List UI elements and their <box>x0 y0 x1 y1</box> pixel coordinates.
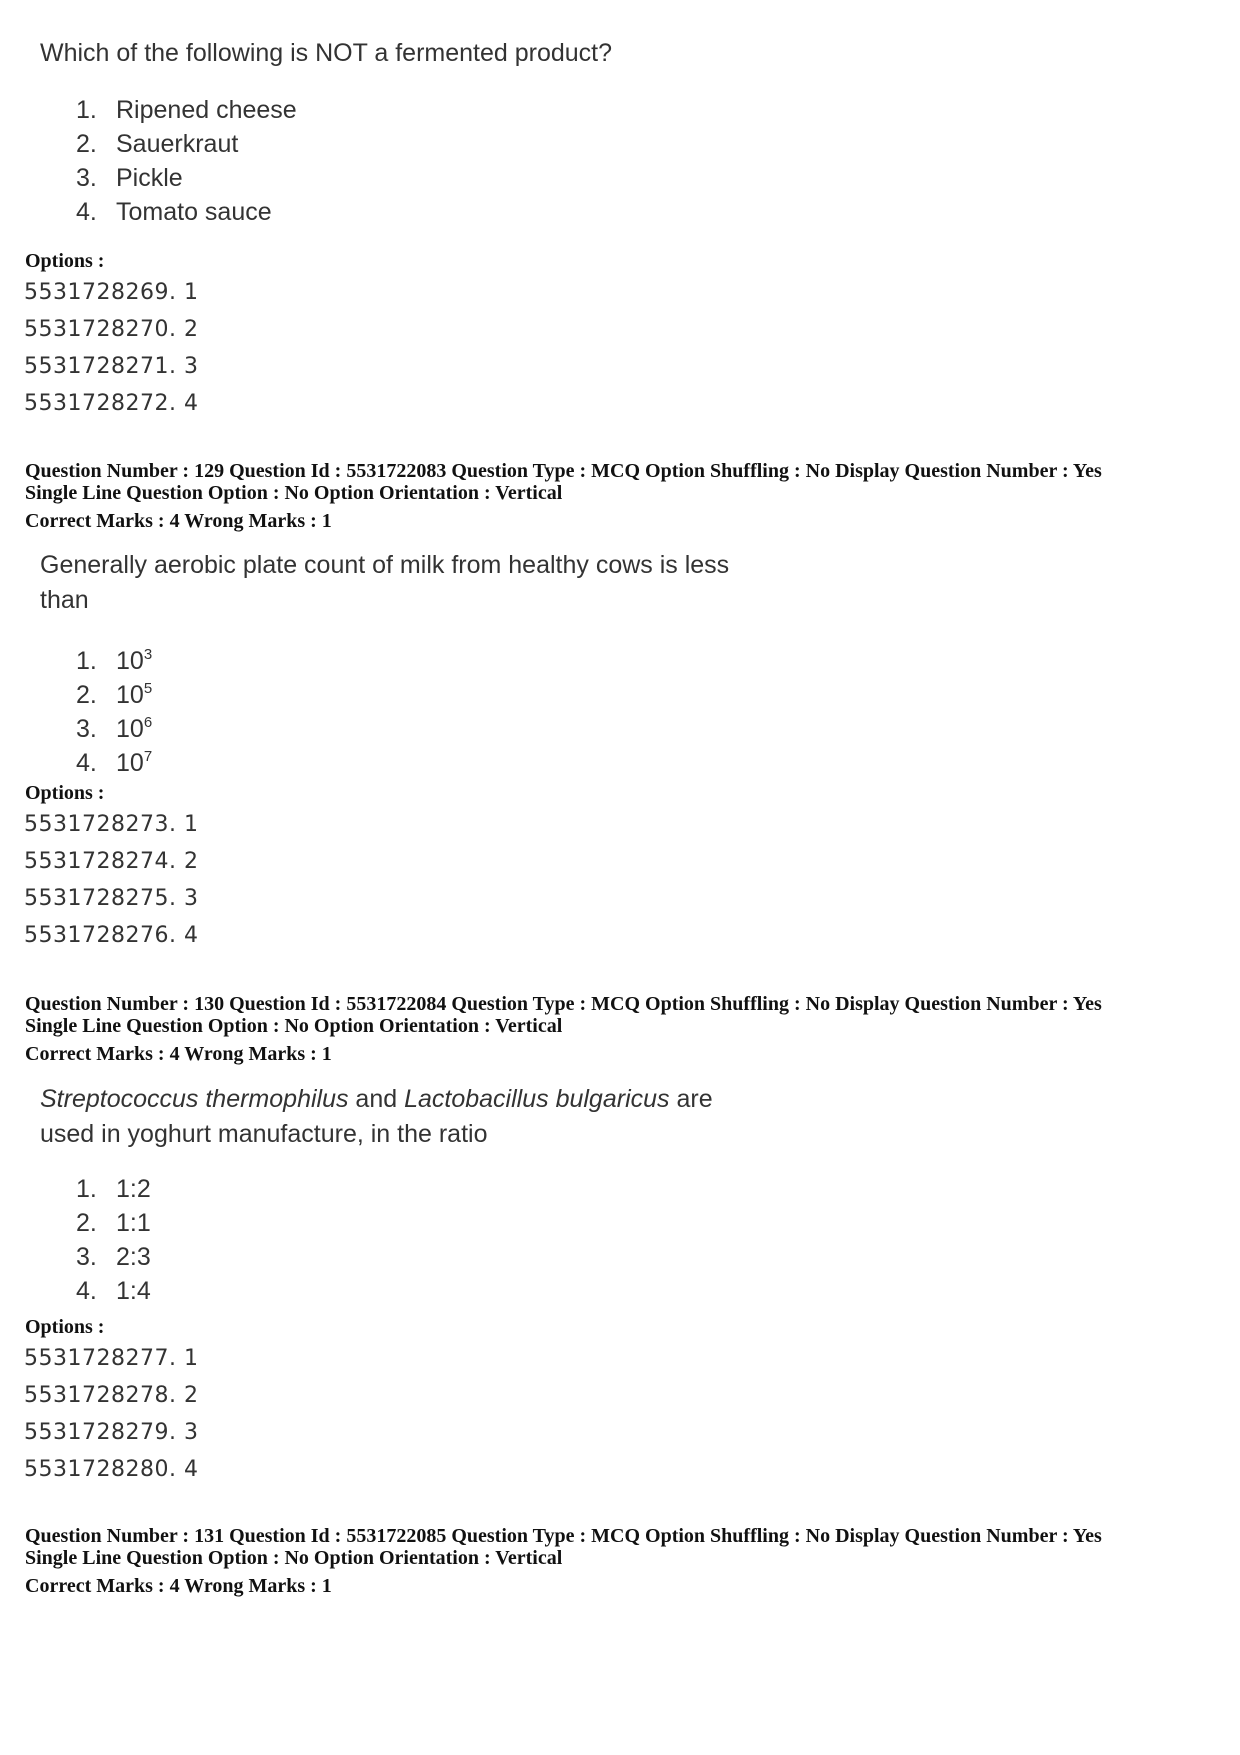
choice-item: 2. 1:1 <box>76 1209 151 1237</box>
options-label: Options : <box>25 250 105 272</box>
question-128-choices <box>76 93 297 229</box>
option-item: 5531728275. 3 <box>24 886 199 911</box>
question-130-text: Streptococcus thermophilus and Lactobacillus bulgaricus are used in yoghurt manufacture, in the ratio <box>40 1085 713 1148</box>
option-item: 5531728277. 1 <box>24 1346 199 1371</box>
option-item: 5531728270. 2 <box>24 317 199 342</box>
question-130-meta: Question Number : 130 Question Id : 5531722084 Question Type : MCQ Option Shuffling : No Display Question Number : Yes Single Line Question Option : No Option Orientation : Vertical Correct Marks : 4 Wrong Marks : 1 <box>25 993 1102 1065</box>
option-item: 5531728271. 3 <box>24 354 199 379</box>
choice-item: 3. $10^6$ <box>76 714 153 743</box>
option-item: 5531728279. 3 <box>24 1420 199 1445</box>
choice-item: 1. 1:2 <box>76 1175 151 1203</box>
choice-item: 1. $10^3$ <box>76 646 153 675</box>
choice-item: 1. Ripened cheese <box>76 96 297 124</box>
option-item: 5531728272. 4 <box>24 391 199 416</box>
option-item: 5531728274. 2 <box>24 849 199 874</box>
options-label: Options : <box>25 782 105 804</box>
question-129-text: Generally aerobic plate count of milk from healthy cows is less than <box>40 551 730 614</box>
choice-item: 4. Tomato sauce <box>76 198 272 226</box>
option-item: 5531728273. 1 <box>24 812 199 837</box>
choice-item: 4. $10^7$ <box>76 748 153 777</box>
choice-item: 2. $10^5$ <box>76 680 153 709</box>
options-list <box>24 806 198 954</box>
options-label: Options : <box>25 1316 105 1338</box>
option-item: 5531728280. 4 <box>24 1457 199 1482</box>
choice-item: 4. 1:4 <box>76 1277 151 1305</box>
options-list <box>24 1340 198 1488</box>
question-129-meta: Question Number : 129 Question Id : 5531722083 Question Type : MCQ Option Shuffling : No Display Question Number : Yes Single Line Question Option : No Option Orientation : Vertical Correct Marks : 4 Wrong Marks : 1 <box>25 460 1102 532</box>
choice-item: 3. 2:3 <box>76 1243 151 1271</box>
question-130-choices <box>76 1172 151 1308</box>
question-131-meta: Question Number : 131 Question Id : 5531722085 Question Type : MCQ Option Shuffling : No Display Question Number : Yes Single Line Question Option : No Option Orientation : Vertical Correct Marks : 4 Wrong Marks : 1 <box>25 1525 1102 1597</box>
question-129-choices <box>76 638 153 777</box>
option-item: 5531728269. 1 <box>24 280 199 305</box>
option-item: 5531728276. 4 <box>24 923 199 948</box>
question-128-text: Which of the following is NOT a fermented product? <box>40 39 613 67</box>
choice-item: 2. Sauerkraut <box>76 130 239 158</box>
choice-item: 3. Pickle <box>76 164 183 192</box>
options-list <box>24 274 198 422</box>
option-item: 5531728278. 2 <box>24 1383 199 1408</box>
